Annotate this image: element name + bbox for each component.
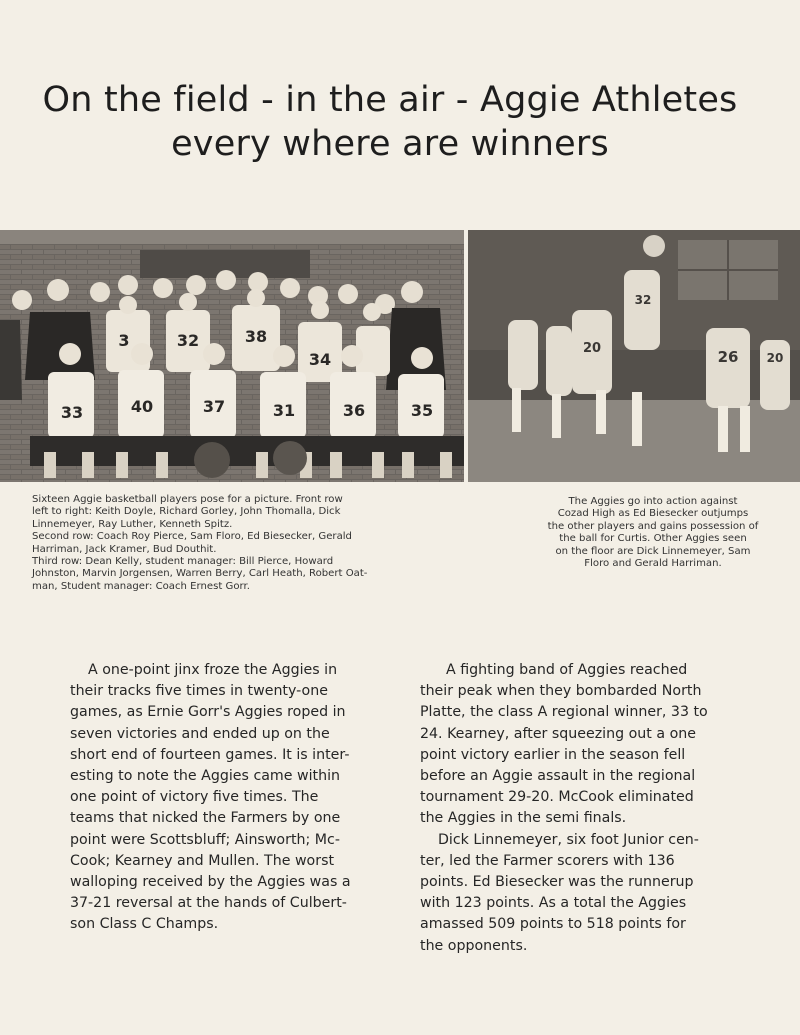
- caption-line: Cozad High as Ed Biesecker outjumps: [557, 508, 749, 520]
- body-line: Cook; Kearney and Mullen. The worst: [70, 852, 335, 869]
- game-jersey-number: 20: [582, 341, 602, 356]
- team-jersey-number: 3: [118, 331, 130, 350]
- body-line: 24. Kearney, after squeezing out a one: [420, 725, 696, 742]
- caption-line: Johnston, Marvin Jorgensen, Warren Berry, Carl Heath, Robert Oat-: [32, 568, 368, 580]
- team-photo: [0, 230, 464, 482]
- body-line: their peak when they bombarded North: [420, 683, 702, 700]
- body-line: point were Scottsbluff; Ainsworth; Mc-: [70, 831, 340, 848]
- game-jersey-number: 26: [717, 348, 739, 366]
- headline-line-1: On the field - in the air - Aggie Athletes: [42, 80, 738, 120]
- body-line: short end of fourteen games. It is inter-: [70, 746, 350, 763]
- team-jersey-number: 36: [342, 401, 366, 420]
- body-line: amassed 509 points to 518 points for: [420, 916, 686, 933]
- body-line: tournament 29-20. McCook eliminated: [420, 789, 694, 806]
- caption-line: Harriman, Jack Kramer, Bud Douthit.: [32, 543, 217, 555]
- game-photo-caption: [522, 496, 784, 570]
- body-line: A one-point jinx froze the Aggies in: [88, 662, 338, 678]
- caption-line: The Aggies go into action against: [568, 496, 738, 507]
- page-headline: [0, 78, 780, 166]
- caption-line: Sixteen Aggie basketball players pose for a picture. Front row: [32, 494, 343, 505]
- team-photo-caption: [32, 494, 367, 593]
- body-line: one point of victory five times. The: [70, 789, 319, 806]
- caption-line: man, Student manager: Coach Ernest Gorr.: [32, 580, 250, 592]
- body-line: with 123 points. As a total the Aggies: [420, 895, 687, 912]
- body-line: games, as Ernie Gorr's Aggies roped in: [70, 704, 346, 721]
- body-line: the Aggies in the semi finals.: [420, 810, 627, 827]
- body-line: esting to note the Aggies came within: [70, 768, 341, 785]
- team-jersey-number: 35: [410, 401, 434, 420]
- body-line: walloping received by the Aggies was a: [70, 874, 351, 891]
- caption-line: the ball for Curtis. Other Aggies seen: [559, 533, 747, 545]
- headline-line-2: every where are winners: [171, 124, 609, 164]
- left-body-column: [70, 660, 351, 936]
- body-line: A fighting band of Aggies reached: [446, 662, 688, 678]
- caption-line: left to right: Keith Doyle, Richard Gorley, John Thomalla, Dick: [32, 506, 341, 518]
- body-line: teams that nicked the Farmers by one: [70, 810, 341, 827]
- body-line: Platte, the class A regional winner, 33 to: [420, 704, 708, 721]
- body-line: ter, led the Farmer scorers with 136: [420, 852, 675, 869]
- body-line: 37-21 reversal at the hands of Culbert-: [70, 895, 347, 912]
- caption-line: Floro and Gerald Harriman.: [584, 558, 722, 570]
- body-line: seven victories and ended up on the: [70, 725, 330, 742]
- body-line: point victory earlier in the season fell: [420, 746, 686, 763]
- game-jersey-number: 20: [766, 351, 784, 365]
- body-line: points. Ed Biesecker was the runnerup: [420, 874, 694, 891]
- body-line: their tracks five times in twenty-one: [70, 683, 328, 700]
- game-jersey-number: 32: [634, 293, 652, 307]
- body-line: before an Aggie assault in the regional: [420, 768, 696, 785]
- team-jersey-number: 38: [244, 327, 268, 346]
- body-line: Dick Linnemeyer, six foot Junior cen-: [438, 831, 699, 848]
- right-body-column: [420, 660, 708, 957]
- caption-line: on the floor are Dick Linnemeyer, Sam: [555, 545, 751, 557]
- team-jersey-number: 37: [202, 397, 226, 416]
- body-line: the opponents.: [420, 937, 528, 954]
- body-line: son Class C Champs.: [70, 916, 219, 933]
- team-jersey-number: 31: [272, 401, 296, 420]
- game-photo: [468, 230, 800, 482]
- caption-line: Linnemeyer, Ray Luther, Kenneth Spitz.: [32, 518, 233, 530]
- caption-line: the other players and gains possession of: [547, 520, 759, 532]
- caption-line: Second row: Coach Roy Pierce, Sam Floro, Ed Biesecker, Gerald: [32, 531, 352, 543]
- team-jersey-number: 34: [308, 350, 332, 369]
- caption-line: Third row: Dean Kelly, student manager: Bill Pierce, Howard: [32, 556, 334, 568]
- team-jersey-number: 33: [60, 403, 84, 422]
- team-jersey-number: 40: [130, 397, 154, 416]
- team-jersey-number: 32: [176, 331, 200, 350]
